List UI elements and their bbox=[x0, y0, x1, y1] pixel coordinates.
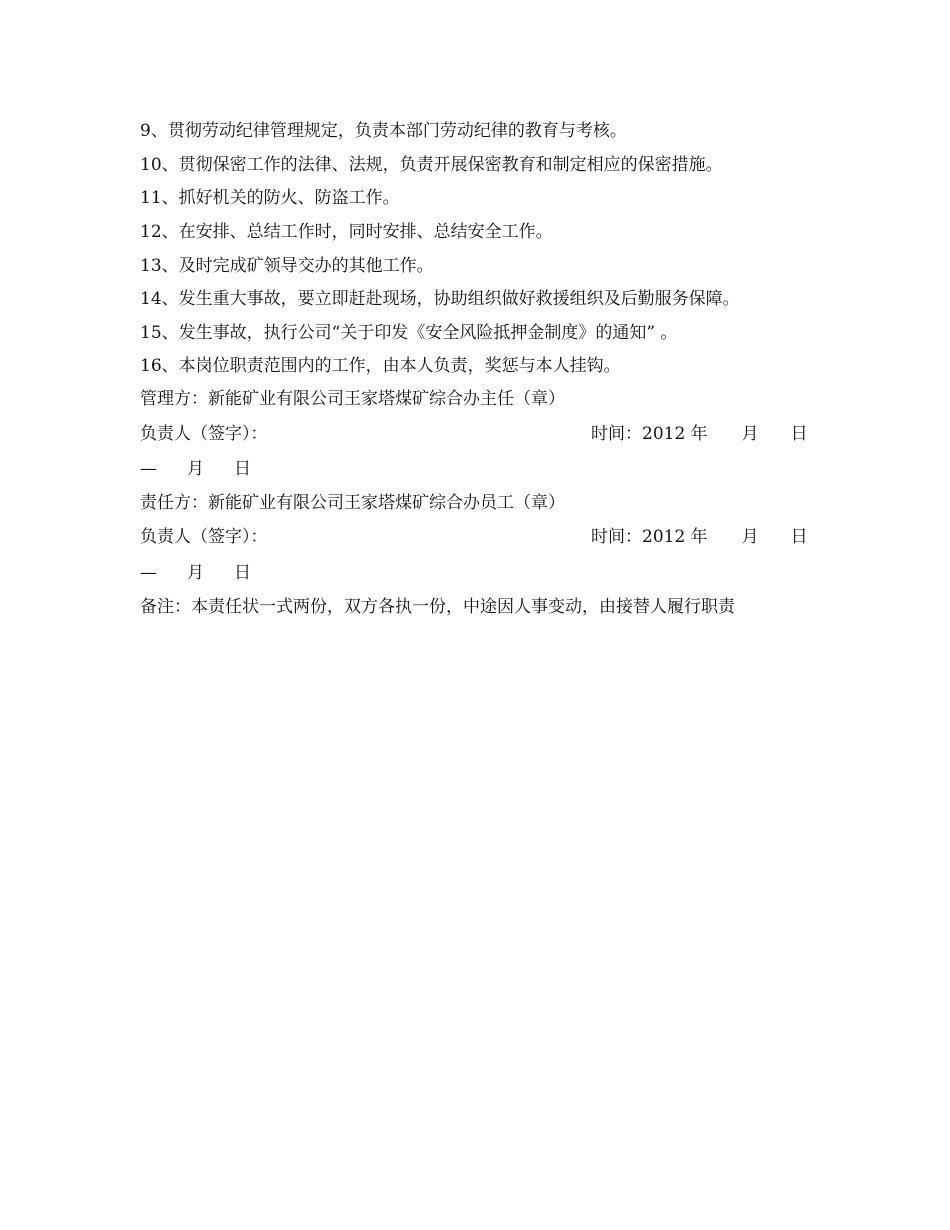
management-day-2: 日 bbox=[234, 459, 251, 479]
duty-item-14: 14、发生重大事故，要立即赶赴现场，协助组织做好救援组织及后勤服务保障。 bbox=[140, 289, 740, 309]
duty-item-11: 11、抓好机关的防火、防盗工作。 bbox=[140, 188, 400, 208]
management-day: 日 bbox=[790, 424, 808, 444]
responsible-time-label: 时间：2012 年 bbox=[591, 527, 708, 547]
management-dash: — bbox=[140, 459, 157, 479]
management-date-continued bbox=[140, 458, 251, 480]
remark-note: 备注：本责任状一式两份，双方各执一份，中途因人事变动，由接替人履行职责 bbox=[140, 597, 735, 617]
duty-item-16: 16、本岗位职责范围内的工作，由本人负责，奖惩与本人挂钩。 bbox=[140, 356, 621, 376]
responsible-dash: — bbox=[140, 563, 157, 583]
duty-item-15: 15、发生事故，执行公司“关于印发《安全风险抵押金制度》的通知” 。 bbox=[140, 323, 678, 343]
duty-item-10: 10、贯彻保密工作的法律、法规，负责开展保密教育和制定相应的保密措施。 bbox=[140, 155, 723, 175]
responsible-month-2: 月 bbox=[187, 563, 204, 583]
responsible-party: 责任方：新能矿业有限公司王家塔煤矿综合办员工（章） bbox=[140, 493, 565, 513]
management-signer: 负责人（签字）： bbox=[140, 424, 268, 444]
responsible-day-2: 日 bbox=[234, 563, 251, 583]
management-month-2: 月 bbox=[187, 459, 204, 479]
management-party: 管理方：新能矿业有限公司王家塔煤矿综合办主任（章） bbox=[140, 389, 565, 409]
responsible-time bbox=[591, 526, 808, 548]
management-time-label: 时间：2012 年 bbox=[591, 424, 708, 444]
responsible-day: 日 bbox=[790, 527, 808, 547]
management-time bbox=[591, 423, 808, 445]
responsible-signer: 负责人（签字）： bbox=[140, 527, 268, 547]
responsible-month: 月 bbox=[741, 527, 759, 547]
management-month: 月 bbox=[741, 424, 759, 444]
duty-item-13: 13、及时完成矿领导交办的其他工作。 bbox=[140, 256, 434, 276]
duty-item-12: 12、在安排、总结工作时，同时安排、总结安全工作。 bbox=[140, 222, 553, 242]
responsible-date-continued bbox=[140, 562, 251, 584]
duty-item-9: 9、贯彻劳动纪律管理规定，负责本部门劳动纪律的教育与考核。 bbox=[140, 121, 627, 141]
